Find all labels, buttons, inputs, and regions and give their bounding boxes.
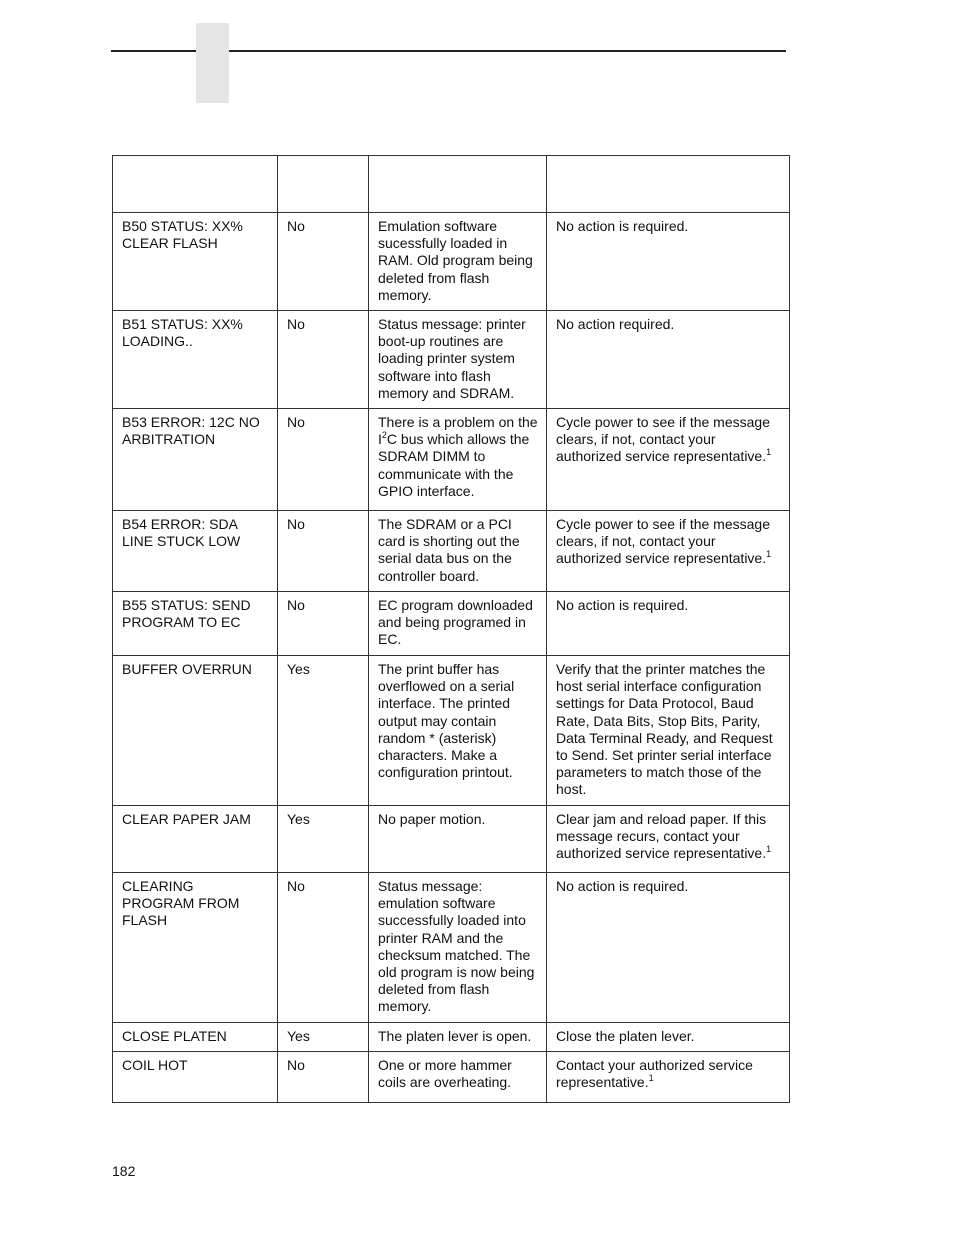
table-row [113,656,790,806]
action-cell [547,656,790,806]
explanation-cell: No paper motion. [369,806,547,873]
table-row [113,409,790,511]
displayable-cell: No [278,592,369,656]
displayable-cell: Yes [278,806,369,873]
message-cell: B55 STATUS: SEND PROGRAM TO EC [113,592,278,656]
superscript: 2 [381,429,387,440]
action-text: Verify that the printer matches the host serial interface configuration settings for Data Protocol, Baud Rate, Data Bits, Stop Bits, Parity, Data Terminal Ready, and Request to Send. Set printer serial interface parameters to match those of the host. [556,661,773,798]
footnote-ref: 1 [766,548,772,559]
table-row [113,511,790,592]
displayable-cell: No [278,213,369,311]
displayable-cell: No [278,873,369,1023]
action-cell [547,806,790,873]
table-row [113,1023,790,1052]
message-cell: CLOSE PLATEN [113,1023,278,1052]
message-cell: CLEAR PAPER JAM [113,806,278,873]
message-cell: COIL HOT [113,1052,278,1103]
displayable-cell: Yes [278,1023,369,1052]
explanation-text-post: C bus which allows the SDRAM DIMM to communicate with the GPIO interface. [378,431,530,499]
explanation-cell: The SDRAM or a PCI card is shorting out the serial data bus on the controller board. [369,511,547,592]
table-row [113,1052,790,1103]
action-text: Close the platen lever. [556,1028,695,1045]
footnote-ref: 1 [766,446,772,457]
footnote-ref: 1 [766,843,772,854]
action-cell [547,1023,790,1052]
action-text: No action required. [556,316,675,333]
action-text: No action is required. [556,218,689,234]
message-cell: B54 ERROR: SDA LINE STUCK LOW [113,511,278,592]
header-message [113,156,278,213]
explanation-cell: One or more hammer coils are overheating. [369,1052,547,1103]
explanation-cell: Emulation software sucessfully loaded in RAM. Old program being deleted from flash memory. [369,213,547,311]
displayable-cell: No [278,1052,369,1103]
message-cell: CLEARING PROGRAM FROM FLASH [113,873,278,1023]
explanation-cell: The platen lever is open. [369,1023,547,1052]
header-displayable [278,156,369,213]
table-row [113,311,790,409]
action-text: Clear jam and reload paper. If this message recurs, contact your authorized service representative. [556,811,767,862]
table-row [113,873,790,1023]
page-number: 182 [112,1163,136,1179]
action-cell [547,873,790,1023]
table-row [113,213,790,311]
action-cell [547,592,790,656]
explanation-cell: Status message: emulation software successfully loaded into printer RAM and the checksum matched. The old program is now being deleted from flash memory. [369,873,547,1023]
action-cell [547,1052,790,1103]
explanation-text-pre: There is a problem on the I [378,414,538,448]
message-cell: BUFFER OVERRUN [113,656,278,806]
header-action [547,156,790,213]
action-cell [547,409,790,511]
displayable-cell: No [278,511,369,592]
message-cell: B53 ERROR: 12C NO ARBITRATION [113,409,278,511]
action-cell [547,213,790,311]
action-text: Cycle power to see if the message clears, if not, contact your authorized service representative. [556,516,770,567]
footnote-ref: 1 [648,1072,654,1083]
header-explanation [369,156,547,213]
action-cell [547,511,790,592]
action-text: Contact your authorized service representative. [556,1057,753,1091]
action-text: No action is required. [556,597,689,614]
chapter-tab-marker [196,23,229,103]
table-row [113,592,790,656]
explanation-cell [369,409,547,511]
displayable-cell: No [278,311,369,409]
action-text: Cycle power to see if the message clears, if not, contact your authorized service representative. [556,414,770,465]
message-cell: B50 STATUS: XX% CLEAR FLASH [113,213,278,311]
action-text: No action is required. [556,878,689,895]
explanation-cell: Status message: printer boot-up routines are loading printer system software into flash memory and SDRAM. [369,311,547,409]
explanation-cell: EC program downloaded and being programed in EC. [369,592,547,656]
error-message-table [112,155,790,1103]
table-header-row [113,156,790,213]
table-row [113,806,790,873]
displayable-cell: Yes [278,656,369,806]
explanation-cell: The print buffer has overflowed on a serial interface. The printed output may contain random * (asterisk) characters. Make a configuration printout. [369,656,547,806]
displayable-cell: No [278,409,369,511]
action-cell [547,311,790,409]
message-cell: B51 STATUS: XX% LOADING.. [113,311,278,409]
